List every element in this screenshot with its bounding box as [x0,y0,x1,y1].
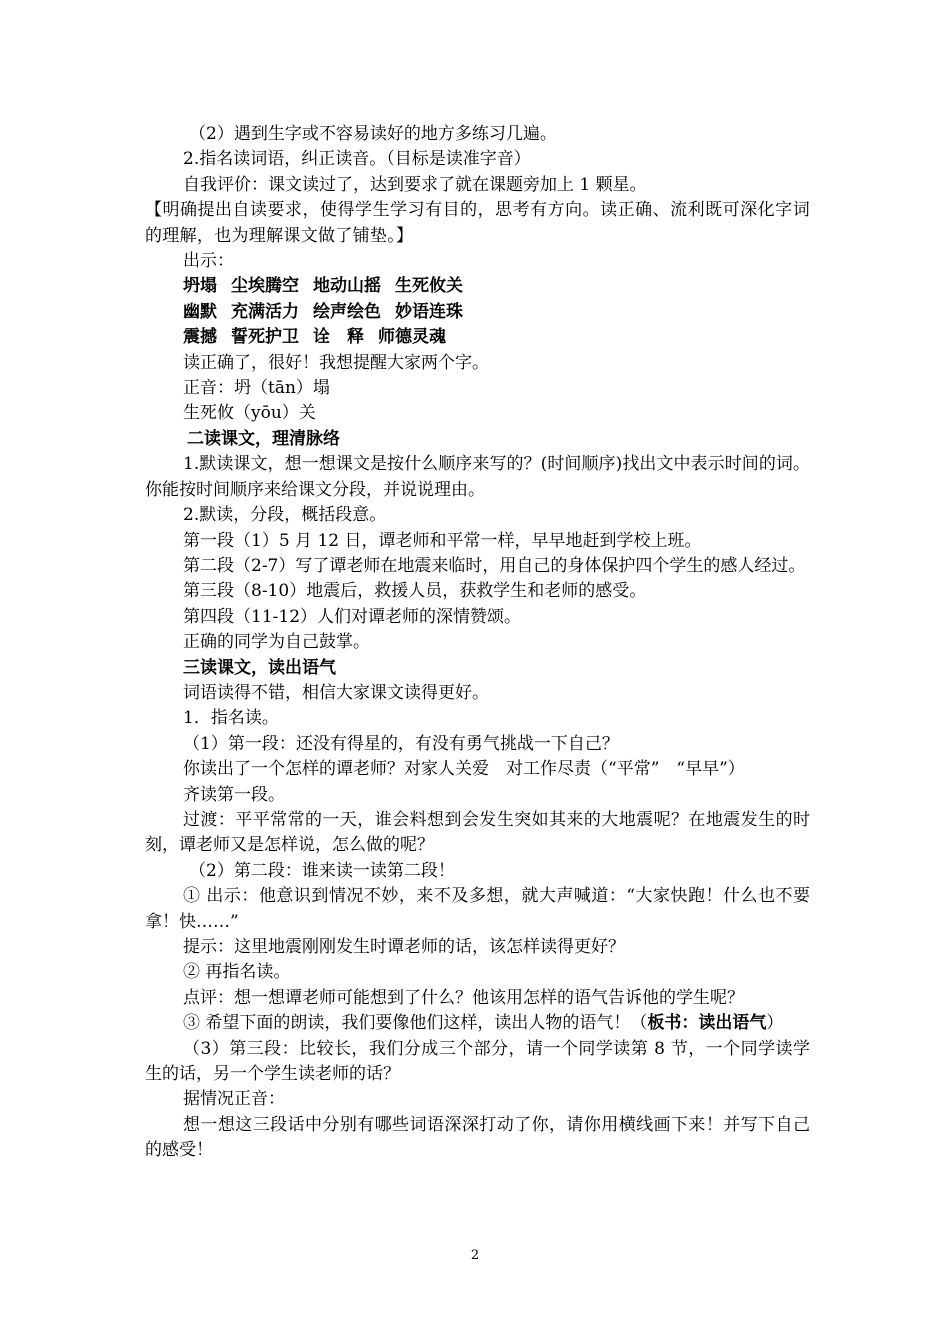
paragraph: 正确的同学为自己鼓掌。 [183,632,370,653]
vocab-word: 绘声绘色 [313,301,381,322]
paragraph: ② 再指名读。 [183,962,291,983]
paragraph: 第三段（8-10）地震后，救援人员，获救学生和老师的感受。 [183,581,647,602]
paragraph: 想一想这三段话中分别有哪些词语深深打动了你，请你用横线画下来！并写下自己的感受！ [145,1114,810,1161]
paragraph: 生死攸（yōu）关 [183,403,316,424]
paragraph: 1.默读课文，想一想课文是按什么顺序来写的？(时间顺序)找出文中表示时间的词。你能按时间顺序来给课文分段，并说说理由。 [145,454,810,500]
paragraph: （1）第一段：还没有得星的，有没有勇气挑战一下自己？ [183,733,619,754]
vocab-word: 幽默 [183,301,217,322]
paragraph: 过渡：平平常常的一天，谁会料想到会发生突如其来的大地震呢？在地震发生的时刻，谭老师又是怎样说，怎么做的呢？ [145,809,810,856]
paragraph: （3）第三段：比较长，我们分成三个部分，请一个同学读第 8 节，一个同学读学生的话，另一个学生读老师的话？ [145,1038,810,1085]
paragraph: 读正确了，很好！我想提醒大家两个字。 [183,352,489,373]
document-body [145,122,810,1164]
paragraph-text: ③ 希望下面的朗读，我们要像他们这样，读出人物的语气！（ [183,1013,648,1034]
paragraph: （2）第二段：谁来读一读第二段！ [189,860,455,881]
paragraph: 出示： [183,251,234,272]
board-note: 板书：读出语气 [647,1013,767,1034]
vocab-word: 地动山摇 [313,276,381,297]
vocab-word: 生死攸关 [395,276,463,297]
paragraph: 点评：想一想谭老师可能想到了什么？他该用怎样的语气告诉他的学生呢？ [183,987,744,1008]
paragraph: 第二段（2-7）写了谭老师在地震来临时，用自己的身体保护四个学生的感人经过。 [183,555,806,576]
paragraph: 第一段（1）5 月 12 日，谭老师和平常一样，早早地赶到学校上班。 [183,530,702,551]
paragraph: 据情况正音： [183,1089,285,1110]
vocab-word: 充满活力 [231,301,299,322]
paragraph: 正音：坍（tān）塌 [183,378,330,399]
design-note: 【明确提出自读要求，使得学生学习有目的，思考有方向。读正确、流利既可深化字词的理解，也为理解课文做了铺垫。】 [145,200,810,246]
vocab-word: 坍塌 [183,276,217,297]
vocab-row [145,300,810,325]
paragraph: （2）遇到生字或不容易读好的地方多练习几遍。 [189,124,557,144]
vocab-word: 誓死护卫 [231,327,299,348]
vocab-word: 妙语连珠 [395,301,463,322]
paragraph: 自我评价：课文读过了，达到要求了就在课题旁加上 1 颗星。 [183,174,647,195]
vocab-word: 诠 释 [313,327,364,348]
page-number: 2 [470,1248,480,1263]
vocab-row [145,274,810,299]
paragraph-text: ） [766,1013,784,1034]
paragraph [145,1011,810,1036]
paragraph: 齐读第一段。 [183,784,285,805]
section-heading: 三读课文，读出语气 [183,657,336,678]
paragraph: 2.指名读词语，纠正读音。（目标是读准字音） [183,149,531,170]
paragraph: 提示：这里地震刚刚发生时谭老师的话，该怎样读得更好？ [183,937,625,957]
paragraph: 词语读得不错，相信大家课文读得更好。 [183,682,489,703]
section-heading: 二读课文，理清脉络 [187,428,340,449]
paragraph: 第四段（11-12）人们对谭老师的深情赞颂。 [183,606,522,627]
vocab-word: 师德灵魂 [378,327,446,348]
paragraph: ① 出示：他意识到情况不妙，来不及多想，就大声喊道：“大家快跑！什么也不要拿！快……” [145,886,810,932]
vocab-word: 震撼 [183,327,217,348]
paragraph: 1．指名读。 [183,708,279,729]
vocab-word: 尘埃腾空 [231,276,299,297]
paragraph: 你读出了一个怎样的谭老师？对家人关爱 对工作尽责（“平常” “早早”） [183,759,745,780]
vocab-row [145,325,810,350]
paragraph: 2.默读，分段，概括段意。 [183,505,387,526]
